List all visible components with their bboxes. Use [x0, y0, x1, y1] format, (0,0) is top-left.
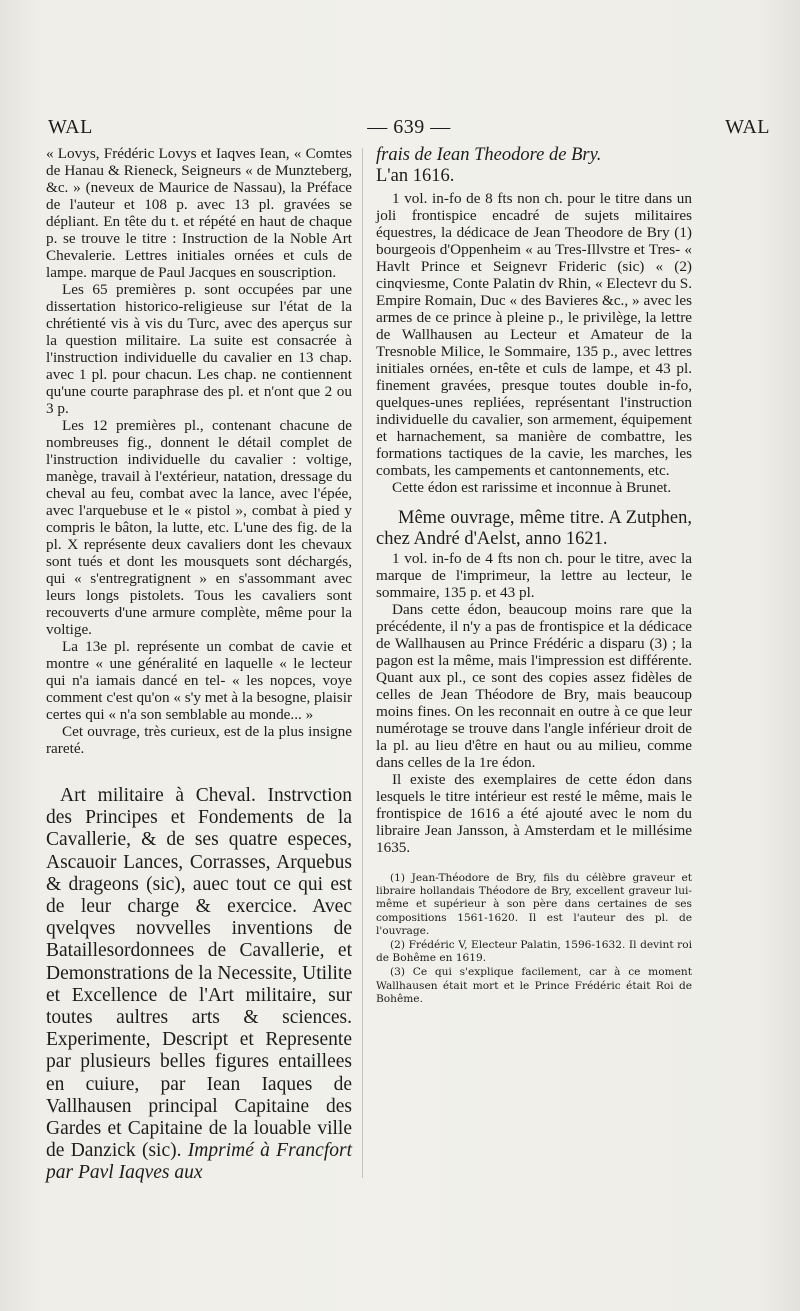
page-number: — 639 —	[367, 116, 451, 138]
left-column	[46, 145, 352, 1185]
right-paragraph-4: Dans cette édon, beaucoup moins rare que la précédente, il n'y a pas de frontispice et la dédicace de Wallhausen au Prince Frédéric a disparu (3) ; la pagon est la même, mais l'impression est différente. Quant aux pl., ce sont des copies assez fidèles de celles de Jean Théodore de Bry, mais beaucoup moins fines. On les reconnait en outre à ce que leur numérotage se trouve dans l'angle inférieur droit de la pl. au lieu d'être en haut ou au milieu, comme dans celles de la 1re édon.	[376, 601, 692, 771]
footnote-1: (1) Jean-Théodore de Bry, fils du célèbre graveur et libraire hollandais Théodore de Bry, excellent graveur lui-même et supérieur à son père dans certaines de ses compositions 1561-1620. Il est l'auteur des pl. de l'ouvrage.	[376, 872, 692, 937]
right-paragraph-5: Il existe des exemplaires de cette édon dans lesquels le titre intérieur est resté le même, mais le frontispice de 1616 a été ajouté avec le nom du libraire Jean Jansson, à Amsterdam et le millésime 1635.	[376, 771, 692, 856]
entry-title-imprint: Imprimé à Francfort par Pavl Iaqves aux	[46, 1140, 353, 1184]
second-entry-title: Même ouvrage, même titre. A Zutphen, chez André d'Aelst, anno 1621.	[376, 508, 692, 549]
entry-year: L'an 1616.	[376, 166, 455, 186]
entry-imprint-continued: frais de Iean Theodore de Bry.	[376, 145, 602, 165]
footnote-2: (2) Frédéric V, Electeur Palatin, 1596-1632. Il devint roi de Bohême en 1619.	[376, 939, 692, 965]
left-paragraph-5: Cet ouvrage, très curieux, est de la plus insigne rareté.	[46, 723, 352, 757]
left-paragraph-3: Les 12 premières pl., contenant chacune de nombreuses fig., donnent le détail complet de l'instruction individuelle du cavalier : voltige, manège, travail à l'extérieur, natation, dressage du cheval au feu, combat avec la lance, avec l'épée, avec l'arquebuse et le « pistol », combat à pied y compris le bâton, la lutte, etc. L'une des fig. de la pl. X représente deux cavaliers dont les chevaux sont tués et dont les mousquets sont déchargés, qui « s'entregratignent » en s'assommant avec leurs longs pistolets. Tous les cavaliers sont recouverts d'une armure complète, même pour la voltige.	[46, 417, 352, 638]
right-paragraph-3: 1 vol. in-fo de 4 fts non ch. pour le titre, avec la marque de l'imprimeur, la lettre au lecteur, le sommaire, 135 p. et 43 pl.	[376, 550, 692, 601]
header-left-running-title: WAL	[48, 116, 93, 138]
right-paragraph-1: 1 vol. in-fo de 8 fts non ch. pour le titre dans un joli frontispice encadré de sujets militaires équestres, la dédicace de Jean Theodore de Bry (1) bourgeois d'Oppenheim « au Tres-Illvstre et Tres- « Havlt Prince et Seignevr Frideric (sic) « (2) cinqviesme, Conte Palatin dv Rhin, « Electevr du S. Empire Romain, Duc « des Bavieres &c., » avec les armes de ce prince à pleine p., le privilège, la lettre de Wallhausen au Lecteur et Amateur de la Tresnoble Milice, le Sommaire, 135 p., avec lettres initiales ornées, en-tête et culs de lampe, et 43 pl. finement gravées, presque toutes double in-fo, quelques-unes repliées, représentant l'instruction individuelle du cavalier, son armement, équipement et harnachement, sa manière de combattre, les formations tactiques de la cavie, les marches, les combats, les campements et cantonnements, etc.	[376, 190, 692, 479]
entry-title	[46, 785, 352, 1185]
right-paragraph-2: Cette édon est rarissime et inconnue à Brunet.	[392, 479, 672, 496]
left-paragraph-2: Les 65 premières p. sont occupées par une dissertation historico-religieuse sur l'état de la chrétienté vis à vis du Turc, avec des aperçus sur la question militaire. La suite est consacrée à l'instruction individuelle du cavalier en 13 chap. avec 1 pl. pour chacun. Les chap. ne contiennent qu'une courte paraphrase des pl. et n'ont que 2 ou 3 p.	[46, 281, 352, 417]
footnotes	[376, 872, 692, 1006]
left-paragraph-1: « Lovys, Frédéric Lovys et Iaqves Iean, « Comtes de Hanau & Rieneck, Seigneurs « de Munzteberg, &c. » (neveux de Maurice de Nassau), la Préface de l'auteur et 108 p. avec 13 pl. gravées se dépliant. En tête du t. et répété en haut de chaque p. se trouve le titre : Instruction de la Noble Art Chevalerie. Lettres initiales ornées et culs de lampe. marque de Paul Jacques en souscription.	[46, 145, 352, 281]
footnote-3: (3) Ce qui s'explique facilement, car à ce moment Wallhausen était mort et le Prince Frédéric était Roi de Bohême.	[376, 966, 692, 1005]
right-column	[376, 145, 692, 1007]
left-paragraph-4: La 13e pl. représente un combat de cavie et montre « une généralité en laquelle « le lecteur qui n'a iamais dancé en tel- « les nopces, voye comment c'est qu'on « s'y met à la besogne, plaisir certes qui « n'a son semblable au monde... »	[46, 638, 352, 723]
column-divider	[362, 148, 363, 1178]
entry-title-text: Art militaire à Cheval. Instrvction des Principes et Fondements de la Cavallerie, & de ses quatre especes, Ascauoir Lances, Corrasses, Arquebus & drageons (sic), auec tout ce qui est de leur charge & exercice. Avec qvelqves novvelles inventions de Bataillesordonnees de Cavallerie, et Demonstrations de la Necessite, Utilite et Excellence de l'Art militaire, sur toutes aultres arts & sciences. Experimente, Descript et Represente par plusieurs belles figures entaillees en cuiure, par Iean Iaques de Vallhausen principal Capitaine des Gardes et Capitaine de la louable ville de Danzick (sic).	[46, 785, 352, 1162]
header-right-running-title: WAL	[725, 116, 770, 138]
page-header	[48, 116, 770, 142]
